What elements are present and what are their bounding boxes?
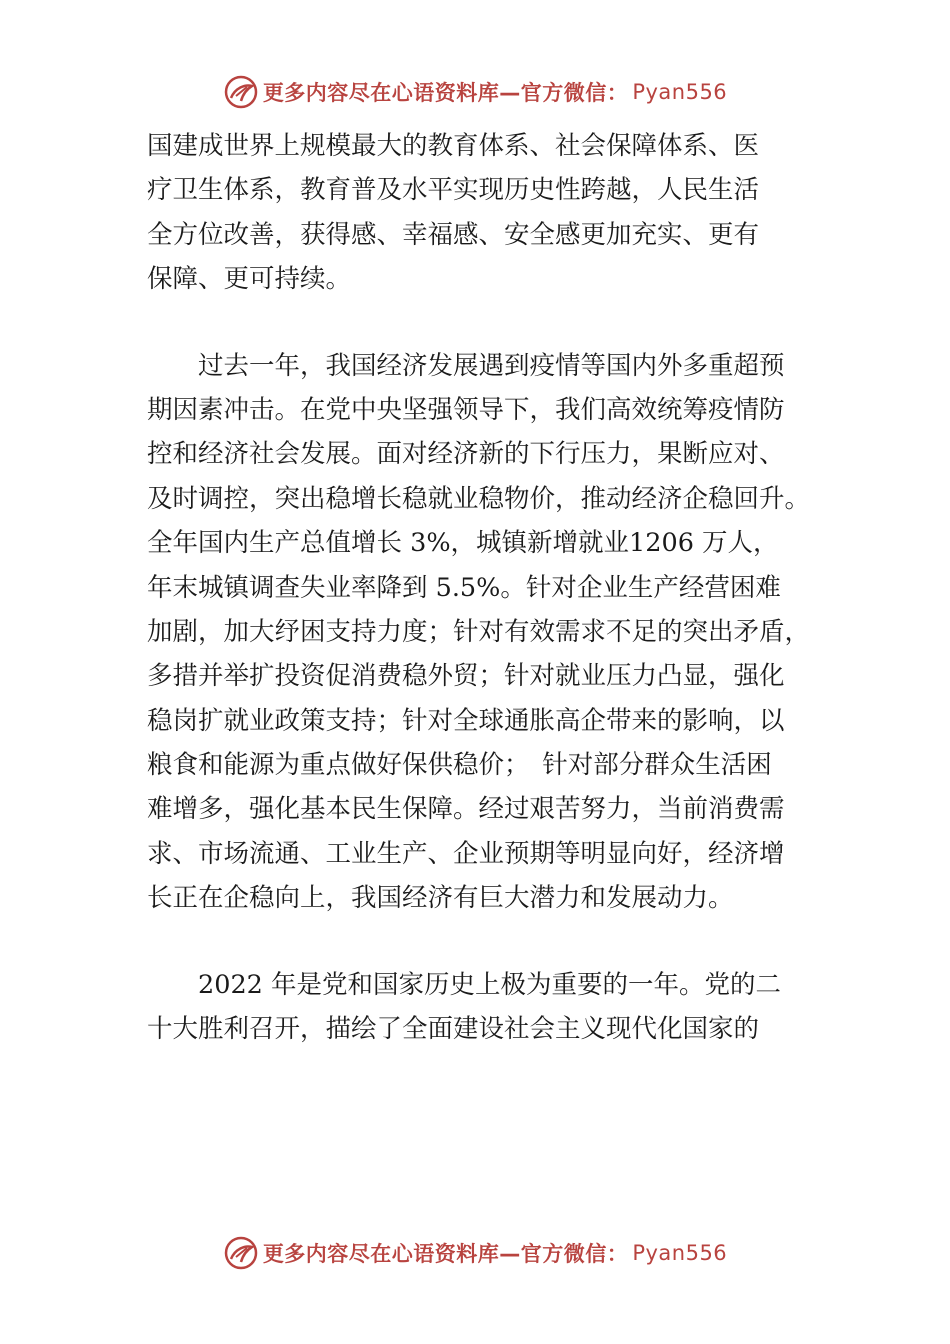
watermark-handle: Pyan556 bbox=[632, 1241, 728, 1265]
paragraph-3 bbox=[147, 963, 847, 1052]
text-line: 多措并举扩投资促消费稳外贸；针对就业压力凸显，强化 bbox=[147, 661, 785, 692]
brand-logo-icon bbox=[223, 1235, 259, 1271]
paragraph-1 bbox=[147, 124, 847, 302]
text-line: 保障、更可持续。 bbox=[147, 264, 352, 295]
text-line: 期因素冲击。在党中央坚强领导下，我们高效统筹疫情防 bbox=[147, 394, 785, 425]
text-line: 过去一年，我国经济发展遇到疫情等国内外多重超预 bbox=[147, 350, 785, 381]
text-line: 及时调控，突出稳增长稳就业稳物价，推动经济企稳回升。 bbox=[147, 483, 811, 514]
text-line: 难增多，强化基本民生保障。经过艰苦努力，当前消费需 bbox=[147, 794, 785, 825]
text-line: 稳岗扩就业政策支持；针对全球通胀高企带来的影响，以 bbox=[147, 705, 785, 736]
text-line: 加剧，加大纾困支持力度；针对有效需求不足的突出矛盾， bbox=[147, 616, 811, 647]
text-line: 2022 年是党和国家历史上极为重要的一年。党的二 bbox=[147, 969, 782, 1000]
text-line: 控和经济社会发展。面对经济新的下行压力，果断应对、 bbox=[147, 439, 785, 470]
paragraph-gap bbox=[147, 302, 847, 344]
footer-watermark bbox=[0, 1233, 950, 1273]
document-body bbox=[147, 124, 847, 1051]
brand-logo-icon bbox=[223, 74, 259, 110]
text-line: 长正在企稳向上，我国经济有巨大潜力和发展动力。 bbox=[147, 883, 734, 914]
text-line: 国建成世界上规模最大的教育体系、社会保障体系、医 bbox=[147, 131, 760, 161]
text-line: 十大胜利召开，描绘了全面建设社会主义现代化国家的 bbox=[147, 1014, 760, 1045]
text-line: 粮食和能源为重点做好保供稳价； 针对部分群众生活困 bbox=[147, 750, 772, 781]
text-line: 全年国内生产总值增长 3%，城镇新增就业1206 万人， bbox=[147, 528, 779, 559]
text-line: 求、市场流通、工业生产、企业预期等明显向好，经济增 bbox=[147, 838, 785, 869]
text-line: 全方位改善，获得感、幸福感、安全感更加充实、更有 bbox=[147, 219, 760, 250]
text-line: 年末城镇调查失业率降到 5.5%。针对企业生产经营困难 bbox=[147, 572, 781, 603]
paragraph-gap bbox=[147, 921, 847, 963]
watermark-text: 更多内容尽在心语资料库—官方微信： bbox=[262, 1242, 629, 1266]
paragraph-2 bbox=[147, 344, 847, 921]
watermark-handle: Pyan556 bbox=[632, 80, 728, 104]
text-line: 疗卫生体系，教育普及水平实现历史性跨越，人民生活 bbox=[147, 175, 760, 206]
header-watermark bbox=[0, 72, 950, 112]
watermark-text: 更多内容尽在心语资料库—官方微信： bbox=[262, 81, 629, 105]
